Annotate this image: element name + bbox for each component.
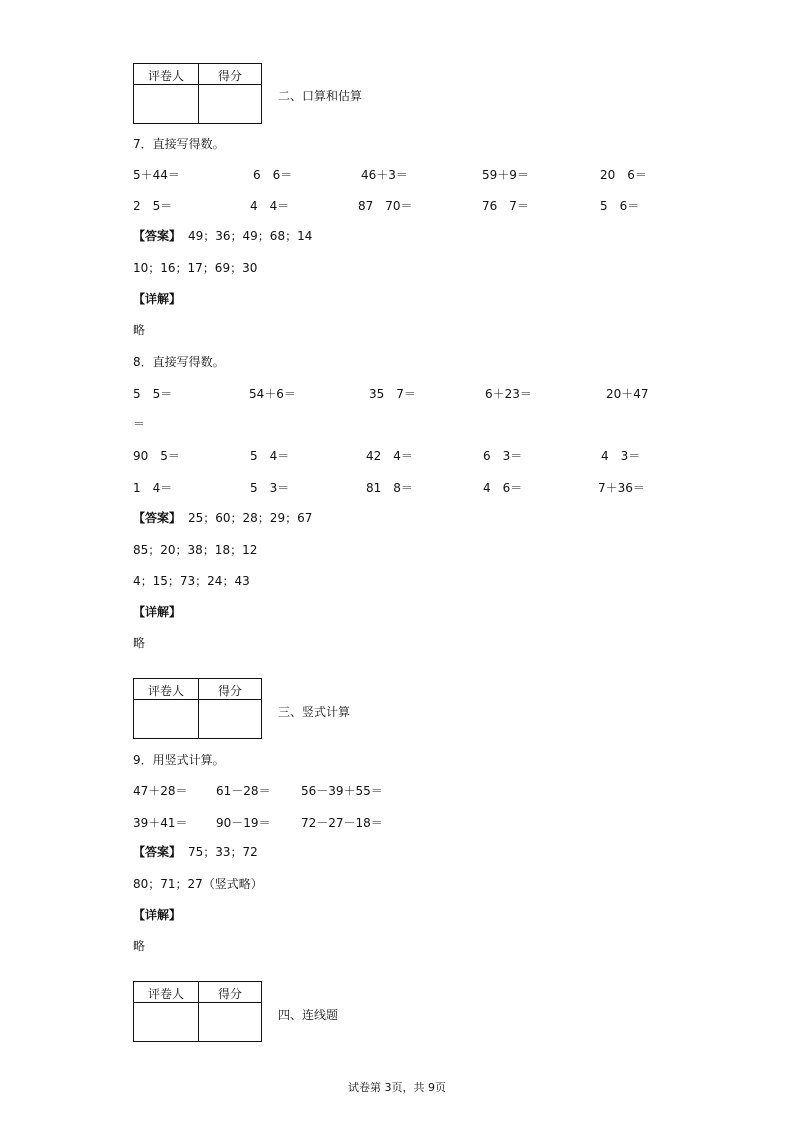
q8-r3-c4: 4 6＝: [483, 481, 523, 495]
score-box-section2: [133, 63, 262, 124]
q8-answer-line1: 25；60；28；29；67: [188, 511, 313, 525]
score-box-section3: [133, 678, 262, 739]
q9-r1-c3: 56－39＋55＝: [301, 784, 383, 798]
q8-r1-wrap: ＝: [133, 417, 146, 431]
q9-detail-label: 【详解】: [133, 908, 182, 922]
q9-r2-c3: 72－27－18＝: [301, 816, 383, 830]
q8-r1-c3: 35 7＝: [369, 387, 416, 401]
reviewer-header: 评卷人: [147, 987, 184, 1001]
score-header: 得分: [217, 684, 242, 698]
q8-r2-c5: 4 3＝: [601, 449, 641, 463]
q8-detail: 略: [133, 636, 146, 650]
q7-answer-line1: 49；36；49；68；14: [188, 229, 313, 243]
q9-r2-c1: 39＋41＝: [133, 816, 188, 830]
q9-r1-c1: 47＋28＝: [133, 784, 188, 798]
reviewer-header: 评卷人: [147, 69, 184, 83]
score-header: 得分: [217, 69, 242, 83]
q8-r3-c1: 1 4＝: [133, 481, 173, 495]
page-footer: 试卷第 3页，共 9页: [348, 1081, 446, 1094]
q9-answer-line1: 75；33；72: [188, 845, 258, 859]
q9-detail: 略: [133, 939, 146, 953]
q7-r2-c5: 5 6＝: [600, 199, 640, 213]
q9-r2-c2: 90－19＝: [216, 816, 271, 830]
q8-r2-c3: 42 4＝: [366, 449, 413, 463]
q9-answer-label: 【答案】: [133, 845, 182, 859]
q7-prompt: 7．直接写得数。: [133, 137, 225, 151]
q7-r1-c3: 46＋3＝: [361, 168, 408, 182]
q9-prompt: 9．用竖式计算。: [133, 753, 225, 767]
q7-r1-c4: 59＋9＝: [482, 168, 529, 182]
q8-answer-line2: 85；20；38；18；12: [133, 543, 258, 557]
q8-answer-label: 【答案】: [133, 511, 182, 525]
q8-detail-label: 【详解】: [133, 605, 182, 619]
q8-r3-c5: 7＋36＝: [598, 481, 645, 495]
score-header: 得分: [217, 987, 242, 1001]
q9-r1-c2: 61－28＝: [216, 784, 271, 798]
q7-r2-c1: 2 5＝: [133, 199, 173, 213]
section3-title: 三、竖式计算: [278, 705, 351, 719]
q8-r2-c2: 5 4＝: [250, 449, 290, 463]
q7-r1-c1: 5＋44＝: [133, 168, 180, 182]
score-box-section4: [133, 981, 262, 1042]
q7-r2-c4: 76 7＝: [482, 199, 529, 213]
q8-answer-line3: 4；15；73；24；43: [133, 574, 250, 588]
q7-r2-c3: 87 70＝: [358, 199, 413, 213]
q8-r2-c1: 90 5＝: [133, 449, 180, 463]
q7-detail-label: 【详解】: [133, 292, 182, 306]
q7-r2-c2: 4 4＝: [250, 199, 290, 213]
q8-r3-c2: 5 3＝: [250, 481, 290, 495]
q8-r1-c4: 6＋23＝: [485, 387, 532, 401]
q7-r1-c5: 20 6＝: [600, 168, 647, 182]
q7-answer-label: 【答案】: [133, 229, 182, 243]
q8-r1-c1: 5 5＝: [133, 387, 173, 401]
q9-answer-line2: 80；71；27（竖式略）: [133, 877, 263, 891]
q7-detail: 略: [133, 323, 146, 337]
section2-title: 二、口算和估算: [278, 89, 363, 103]
q7-r1-c2: 6 6＝: [253, 168, 293, 182]
section4-title: 四、连线题: [278, 1008, 339, 1022]
q8-r1-c5: 20＋47: [606, 387, 649, 401]
reviewer-header: 评卷人: [147, 684, 184, 698]
q7-answer-line2: 10；16；17；69；30: [133, 261, 258, 275]
q8-prompt: 8．直接写得数。: [133, 355, 225, 369]
q8-r3-c3: 81 8＝: [366, 481, 413, 495]
q8-r2-c4: 6 3＝: [483, 449, 523, 463]
q8-r1-c2: 54＋6＝: [249, 387, 296, 401]
